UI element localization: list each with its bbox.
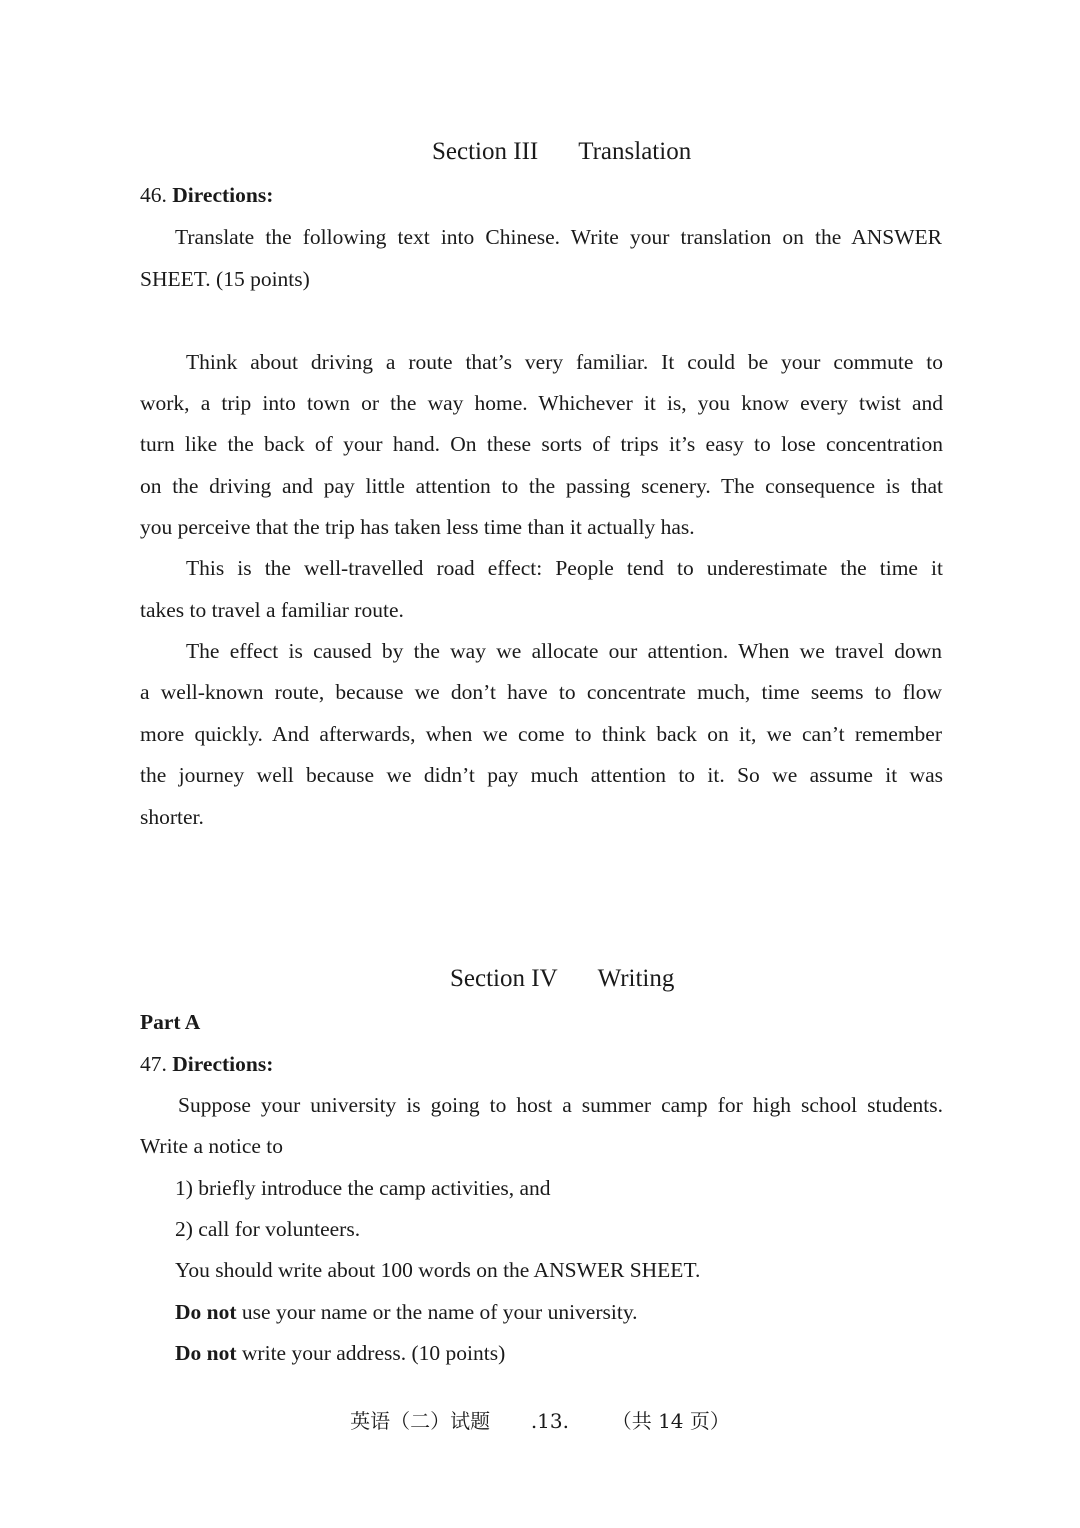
passage-line: turn like the back of your hand. On these sorts of trips it’s easy to lose concentration xyxy=(140,432,943,456)
q47-line: 1) briefly introduce the camp activities, and xyxy=(175,1176,551,1200)
passage-line: This is the well-travelled road effect: People tend to underestimate the time it xyxy=(186,556,943,580)
q47-do-not-line-1 xyxy=(175,1300,638,1325)
passage-line: Think about driving a route that’s very familiar. It could be your commute to xyxy=(186,350,943,374)
passage-line: more quickly. And afterwards, when we come to think back on it, we can’t remember xyxy=(140,722,942,746)
section-iii-title: Translation xyxy=(578,138,692,165)
section-iv-title: Writing xyxy=(597,965,675,992)
q46-instruction-line-2: SHEET. (15 points) xyxy=(140,267,310,291)
footer-total-pages: （共 14 页） xyxy=(611,1409,730,1433)
q47-number: 47. xyxy=(140,1052,167,1076)
passage-line: The effect is caused by the way we allocate our attention. When we travel down xyxy=(186,639,942,663)
q46-header xyxy=(140,183,273,208)
q46-number: 46. xyxy=(140,183,167,207)
q47-line: You should write about 100 words on the ANSWER SHEET. xyxy=(175,1258,701,1282)
passage-line: work, a trip into town or the way home. Whichever it is, you know every twist and xyxy=(140,391,943,415)
do-not-text: write your address. (10 points) xyxy=(236,1341,506,1365)
section-iv-heading xyxy=(450,965,674,993)
q47-line: Write a notice to xyxy=(140,1134,284,1158)
q46-instruction-line-1: Translate the following text into Chinese. Write your translation on the ANSWER xyxy=(175,225,942,249)
section-iii-label: Section III xyxy=(432,138,539,165)
footer-title: 英语（二）试题 xyxy=(350,1409,491,1433)
q47-line: Suppose your university is going to host a summer camp for high school students. xyxy=(178,1093,943,1117)
part-a-label: Part A xyxy=(140,1010,201,1034)
passage-line: shorter. xyxy=(140,805,204,829)
passage-line: you perceive that the trip has taken less time than it actually has. xyxy=(140,515,695,539)
do-not-text: use your name or the name of your university. xyxy=(236,1300,638,1324)
passage-line: a well-known route, because we don’t have to concentrate much, time seems to flow xyxy=(140,680,942,704)
q47-directions-label: Directions: xyxy=(172,1052,274,1076)
passage-line: on the driving and pay little attention to the passing scenery. The consequence is that xyxy=(140,474,943,498)
q47-do-not-line-2 xyxy=(175,1341,505,1366)
q47-line: 2) call for volunteers. xyxy=(175,1217,361,1241)
section-iii-heading xyxy=(432,138,691,166)
page-footer xyxy=(0,1405,1080,1434)
q47-header xyxy=(140,1052,273,1077)
passage-line: the journey well because we didn’t pay much attention to it. So we assume it was xyxy=(140,763,943,787)
section-iv-label: Section IV xyxy=(450,965,558,992)
footer-page-number: .13. xyxy=(530,1409,569,1433)
passage-line: takes to travel a familiar route. xyxy=(140,598,404,622)
q46-directions-label: Directions: xyxy=(172,183,274,207)
do-not-bold: Do not xyxy=(175,1300,237,1324)
do-not-bold: Do not xyxy=(175,1341,237,1365)
